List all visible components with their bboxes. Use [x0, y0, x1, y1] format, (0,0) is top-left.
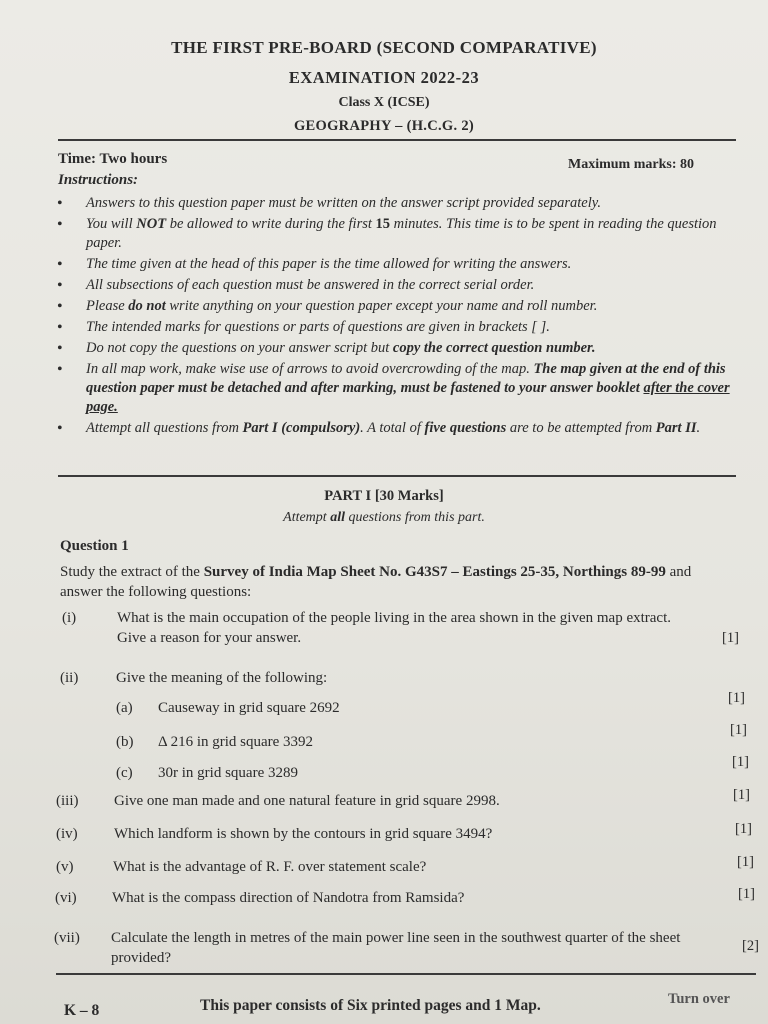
instruction-text: In all map work, make wise use of arrows to avoid overcrowding of the map.: [86, 361, 534, 377]
question-heading: Question 1: [60, 538, 129, 554]
instruction-item: [55, 360, 745, 417]
instruction-text: minutes. This time is to be spent in reading the question paper.: [86, 216, 717, 251]
part-subtitle-text: Attempt: [283, 510, 331, 525]
instruction-item: [55, 318, 745, 337]
item-marks: [1]: [737, 854, 754, 870]
item-number: (ii): [60, 670, 79, 686]
item-marks: [1]: [738, 886, 755, 902]
question-intro-emphasis: Survey of India Map Sheet No. G43S7 – Eastings 25-35, Northings 89-99: [203, 564, 666, 580]
instruction-text: Please: [86, 298, 129, 314]
item-marks: [1]: [730, 722, 747, 738]
item-marks: [1]: [722, 630, 739, 646]
instruction-emphasis: 15: [375, 216, 391, 232]
instruction-item: [55, 255, 745, 274]
instruction-item: [55, 194, 745, 213]
page-code: K – 8: [64, 1002, 100, 1019]
item-number: (iv): [56, 826, 78, 842]
part-title: PART I [30 Marks]: [324, 488, 444, 504]
instruction-text: .: [696, 420, 701, 436]
question-intro: [60, 562, 720, 602]
instruction-text: are to be attempted from: [506, 420, 656, 436]
instruction-text: All subsections of each question must be answered in the correct serial order.: [86, 277, 535, 293]
instruction-emphasis: five questions: [424, 420, 507, 436]
item-number: (v): [56, 859, 74, 875]
item-text: Calculate the length in metres of the main power line seen in the southwest quarter of the sheet provided?: [111, 930, 681, 966]
instruction-emphasis: Part I (compulsory): [242, 420, 361, 436]
item-text: 30r in grid square 3289: [158, 765, 298, 781]
instruction-item: [55, 339, 745, 358]
instruction-item: [55, 297, 745, 316]
instruction-emphasis: The map given at the end of this question paper must be detached and after marking, must be fastened to your answer booklet: [86, 361, 726, 396]
instruction-emphasis: copy the correct question number.: [392, 340, 596, 356]
item-number: (vii): [54, 930, 80, 946]
item-text: Give the meaning of the following:: [116, 670, 328, 686]
instruction-item: [55, 276, 745, 295]
item-number: (b): [116, 734, 134, 750]
item-marks: [1]: [733, 787, 750, 803]
instructions-heading: Instructions:: [58, 172, 139, 188]
turn-over-note: Turn over: [668, 991, 730, 1007]
item-text: What is the compass direction of Nandotra from Ramsida?: [112, 890, 465, 906]
part-subtitle: [0, 510, 768, 526]
question-intro-text: and answer the following questions:: [60, 564, 692, 600]
instruction-emphasis: NOT: [136, 216, 167, 232]
item-number: (vi): [55, 890, 77, 906]
instruction-text: Do not copy the questions on your answer script but: [86, 340, 393, 356]
item-text: Which landform is shown by the contours in grid square 3494?: [114, 826, 493, 842]
item-text: Give one man made and one natural feature in grid square 2998.: [114, 793, 500, 809]
item-text: What is the main occupation of the people living in the area shown in the given map extract. Give a reason for your answer.: [117, 610, 671, 646]
time-allowed: Time: Two hours: [58, 151, 168, 167]
instruction-text: Answers to this question paper must be written on the answer script provided separately.: [86, 195, 601, 211]
footer-divider: [56, 973, 756, 975]
page-count-note: This paper consists of Six printed pages and 1 Map.: [200, 997, 541, 1014]
item-marks: [2]: [742, 938, 759, 954]
item-number: (a): [116, 700, 133, 716]
exam-title: THE FIRST PRE-BOARD (SECOND COMPARATIVE): [171, 38, 597, 57]
instructions-divider: [58, 475, 736, 477]
header-divider: [58, 139, 736, 141]
instruction-emphasis: Part II: [655, 420, 697, 436]
question-intro-text: Study the extract of the: [60, 564, 204, 580]
item-number: (c): [116, 765, 133, 781]
subject-label: GEOGRAPHY – (H.C.G. 2): [293, 118, 475, 134]
item-marks: [1]: [735, 821, 752, 837]
item-marks: [1]: [728, 690, 745, 706]
class-label: Class X (ICSE): [338, 95, 430, 110]
item-text: Causeway in grid square 2692: [158, 700, 340, 716]
item-text: Δ 216 in grid square 3392: [158, 734, 314, 750]
instruction-emphasis: do not: [128, 298, 166, 314]
maximum-marks: Maximum marks: 80: [568, 157, 694, 172]
instruction-item: [55, 419, 745, 438]
instruction-text: The intended marks for questions or parts of questions are given in brackets [ ].: [86, 319, 550, 335]
part-subtitle-emphasis: all: [330, 510, 345, 525]
item-text: What is the advantage of R. F. over statement scale?: [113, 859, 427, 875]
instructions-list: [55, 194, 745, 440]
instruction-text: be allowed to write during the first: [166, 216, 376, 232]
item-number: (iii): [56, 793, 79, 809]
exam-year: EXAMINATION 2022-23: [288, 68, 480, 87]
instruction-text: Attempt all questions from: [86, 420, 243, 436]
part-subtitle-text: questions from this part.: [344, 510, 485, 525]
instruction-text: write anything on your question paper except your name and roll number.: [165, 298, 598, 314]
instruction-text: The time given at the head of this paper is the time allowed for writing the answers.: [86, 256, 572, 272]
instruction-text: . A total of: [360, 420, 425, 436]
item-number: (i): [62, 610, 77, 626]
item-marks: [1]: [732, 754, 749, 770]
instruction-emphasis: after the cover page.: [86, 380, 730, 415]
instruction-text: You will: [86, 216, 137, 232]
instruction-item: [55, 215, 745, 253]
